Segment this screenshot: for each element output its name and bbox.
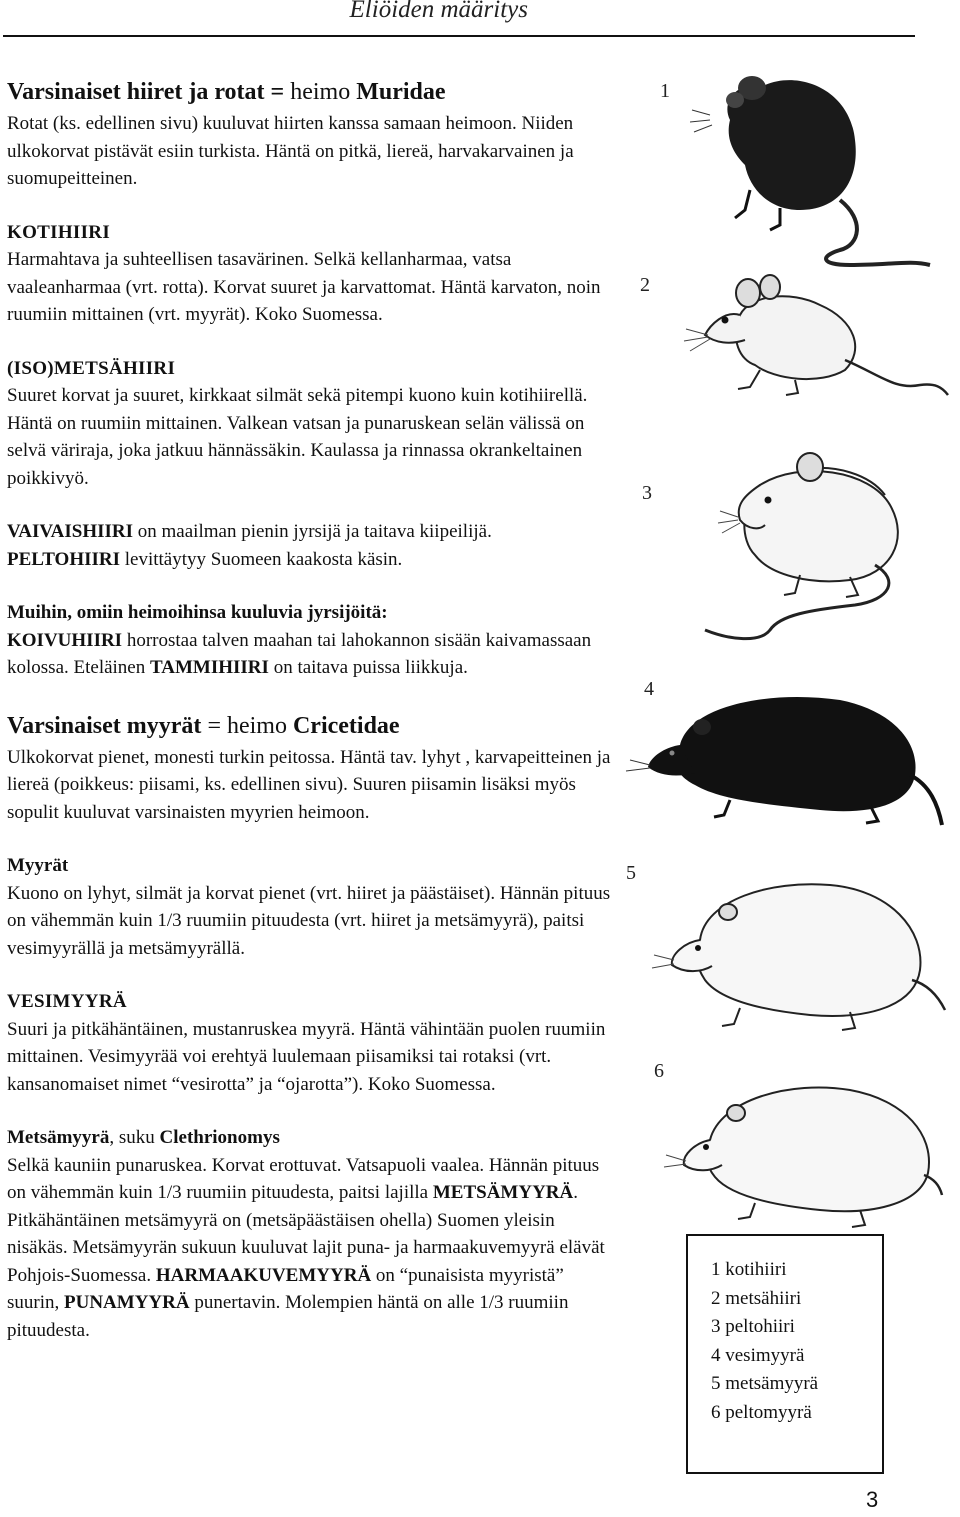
page-header	[0, 0, 960, 36]
wood-mouse-illustration	[680, 265, 950, 405]
cricetidae-heading	[7, 708, 617, 744]
metsamyyra-body	[7, 1152, 617, 1345]
metsamyyra-bold-2: HARMAAKUVEMYYRÄ	[155, 1264, 372, 1286]
vesimyyra-body: Suuri ja pitkähäntäinen, mustanruskea myyrä. Häntä vähintään puolen ruumiin mittainen. Vesimyyrää voi erehtyä luulemaan piisamiksi tai rotaksi (vrt. kansanomaiset nimet “vesirotta” ja “ojarotta”). Koko Suomessa.	[7, 1018, 606, 1095]
muut-body	[7, 627, 617, 682]
vesimyyra-heading: VESIMYYRÄ	[7, 991, 127, 1012]
cricetidae-heading-bold: Varsinaiset myyrät	[7, 712, 202, 739]
legend-item: 6 peltomyyrä	[711, 1401, 812, 1423]
koivuhiiri-bold: KOIVUHIIRI	[7, 629, 123, 651]
legend-item: 4 vesimyyrä	[711, 1344, 805, 1366]
bank-vole-illustration	[650, 860, 950, 1040]
figure-number-6: 6	[654, 1060, 664, 1082]
field-mouse-illustration	[660, 445, 960, 665]
tammihiiri-bold: TAMMIHIIRI	[150, 657, 269, 678]
peltohiiri-line	[7, 546, 617, 574]
metsamyyra-body-3: on “punaisista myyristä” suurin,	[7, 1264, 564, 1313]
muridae-heading-normal: heimo	[284, 79, 357, 105]
muridae-heading-family: Muridae	[356, 79, 446, 105]
legend-item: 3 peltohiiri	[711, 1316, 795, 1337]
legend-item: 1 kotihiiri	[711, 1259, 787, 1280]
header-rule	[3, 35, 915, 37]
section-muridae	[7, 74, 617, 193]
metsamyyra-body-4: punertavin. Molempien häntä on alle 1/3 ruumiin pituudesta.	[7, 1292, 569, 1341]
metsamyyra-heading-normal: , suku	[109, 1127, 160, 1148]
header-title: Eliöiden määritys	[349, 0, 528, 23]
water-vole-illustration	[620, 665, 950, 840]
metsahiiri-heading: (ISO)METSÄHIIRI	[7, 357, 176, 379]
figure-number-3: 3	[642, 482, 652, 504]
figure-number-5: 5	[626, 862, 636, 884]
text-column	[7, 74, 617, 1370]
species-legend	[686, 1234, 884, 1474]
tammihiiri-text: on taitava puissa liikkuja.	[268, 657, 468, 678]
metsamyyra-bold-3: PUNAMYYRÄ	[64, 1292, 190, 1313]
metsamyyra-heading-genus: Clethrionomys	[159, 1127, 280, 1148]
peltohiiri-text: levittäytyy Suomeen kaakosta käsin.	[120, 548, 403, 570]
myyrat-body: Kuono on lyhyt, silmät ja korvat pienet (vrt. hiiret ja päästäiset). Hännän pituus on vähemmän kuin 1/3 ruumiin pituudesta (vrt. hiiret ja metsämyyrä), paitsi vesimyyrällä ja metsämyyrällä.	[7, 882, 611, 959]
cricetidae-heading-family: Cricetidae	[292, 712, 400, 739]
legend-item: 2 metsähiiri	[711, 1287, 802, 1309]
field-vole-illustration	[660, 1065, 950, 1235]
muridae-heading	[7, 74, 617, 110]
metsamyyra-heading	[7, 1124, 617, 1152]
kotihiiri-body: Harmahtava ja suhteellisen tasavärinen. Selkä kellanharmaa, vatsa vaaleanharmaa (vrt. rotta). Korvat suuret ja karvattomat. Häntä karvaton, noin ruumiin mittainen (vrt. myyrät). Koko Suomessa.	[7, 249, 601, 325]
cricetidae-heading-normal: = heimo	[201, 712, 293, 739]
vaivaishiiri-line	[7, 518, 617, 546]
muridae-body: Rotat (ks. edellinen sivu) kuuluvat hiirten kanssa samaan heimoon. Niiden ulkokorvat pistävät esiin turkista. Häntä on pitkä, liereä, harvakarvainen ja suomupeitteinen.	[7, 113, 574, 189]
figure-number-4: 4	[644, 678, 654, 700]
vaivaishiiri-bold: VAIVAISHIIRI	[7, 521, 134, 542]
metsamyyra-body-2: . Pitkähäntäinen metsämyyrä on (metsäpäästäisen ohella) Suomen yleisin nisäkäs. Metsämyyrän sukuun kuuluvat lajit puna- ja harmaakuvemyyrä elävät Pohjois-Suomessa.	[7, 1182, 605, 1286]
myyrat-heading: Myyrät	[7, 855, 69, 876]
section-kotihiiri	[7, 219, 617, 329]
illustration-column	[620, 40, 960, 1240]
muridae-heading-bold: Varsinaiset hiiret ja rotat =	[7, 79, 285, 105]
legend-item: 5 metsämyyrä	[711, 1373, 819, 1394]
figure-number-2: 2	[640, 274, 650, 296]
kotihiiri-heading: KOTIHIIRI	[7, 221, 111, 243]
koivuhiiri-text: horrostaa talven maahan tai lahokannon sisään kaivamassaan kolossa. Eteläinen	[7, 629, 592, 678]
metsamyyra-bold-1: METSÄMYYRÄ	[432, 1182, 574, 1203]
section-cricetidae	[7, 708, 617, 827]
muut-heading: Muihin, omiin heimoihinsa kuuluvia jyrsijöitä:	[7, 602, 388, 623]
house-mouse-illustration	[690, 60, 940, 270]
section-vesimyyra	[7, 988, 617, 1098]
figure-number-1: 1	[660, 80, 670, 102]
metsamyyra-body-1: Selkä kauniin punaruskea. Korvat erottuvat. Vatsapuoli vaalea. Hännän pituus on vähemmän kuin 1/3 ruumiin pituudesta, paitsi lajilla	[7, 1154, 600, 1203]
section-vaivaishiiri	[7, 518, 617, 573]
section-metsamyyra	[7, 1124, 617, 1344]
section-metsahiiri	[7, 355, 617, 493]
cricetidae-body: Ulkokorvat pienet, monesti turkin peitossa. Häntä tav. lyhyt , karvapeitteinen ja liereä (poikkeus: piisami, ks. edellinen sivu). Suuren piisamin lisäksi myös sopulit kuuluvat varsinaisten myyrien heimoon.	[7, 746, 611, 823]
metsamyyra-heading-bold: Metsämyyrä	[7, 1127, 110, 1148]
vaivaishiiri-text: on maailman pienin jyrsijä ja taitava kiipeilijä.	[133, 521, 492, 542]
metsahiiri-body: Suuret korvat ja suuret, kirkkaat silmät sekä pitempi kuono kuin kotihiirellä. Häntä on ruumiin mittainen. Valkean vatsan ja punaruskean selän välissä on selvä väriraja, joka jatkuu hännässäkin. Kaulassa ja rinnassa okrankeltainen poikkivyö.	[7, 385, 588, 489]
page-number: 3	[866, 1487, 879, 1512]
peltohiiri-bold: PELTOHIIRI	[7, 548, 120, 570]
section-muut-jyrsijat	[7, 599, 617, 682]
section-myyrat	[7, 852, 617, 962]
